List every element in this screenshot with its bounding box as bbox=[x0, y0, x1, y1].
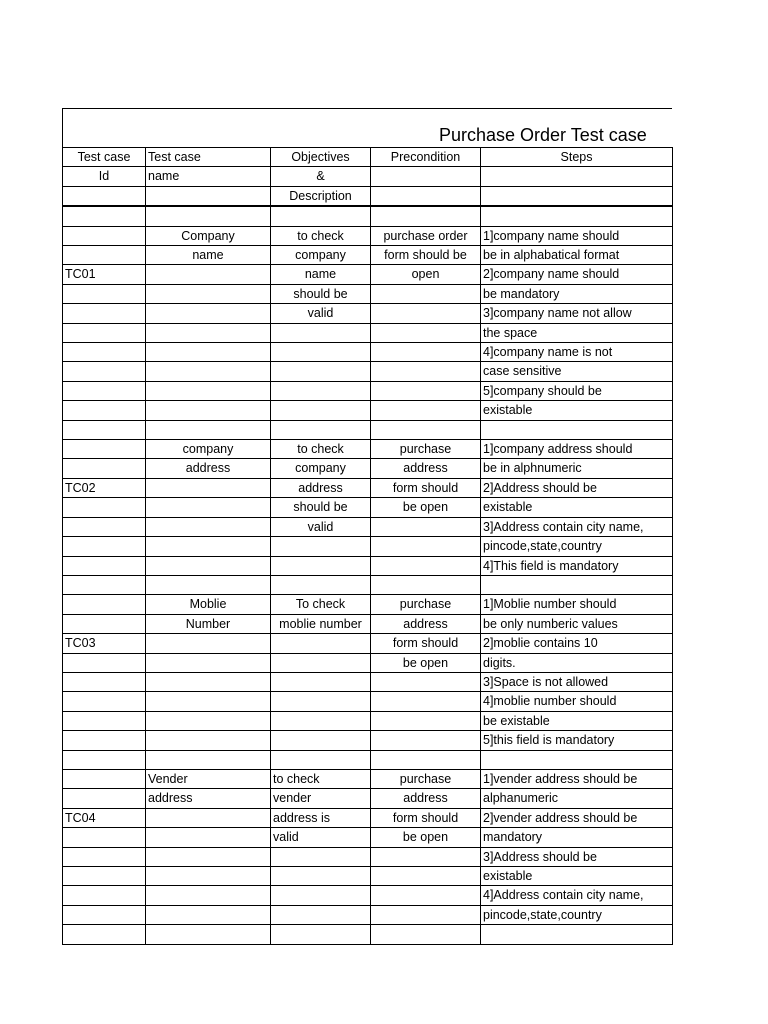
cell-id bbox=[63, 323, 146, 342]
cell-objective: company bbox=[271, 246, 371, 265]
cell-precondition: be open bbox=[371, 828, 481, 847]
table-row bbox=[63, 905, 673, 924]
cell-id bbox=[63, 186, 146, 206]
table-row bbox=[63, 925, 673, 944]
cell-steps: alphanumeric bbox=[481, 789, 673, 808]
cell-objective: to check bbox=[271, 769, 371, 788]
cell-name: Company bbox=[146, 226, 271, 245]
cell-steps: mandatory bbox=[481, 828, 673, 847]
cell-name: company bbox=[146, 440, 271, 459]
cell-name bbox=[146, 634, 271, 653]
cell-name bbox=[146, 381, 271, 400]
table-row bbox=[63, 478, 673, 497]
cell-name bbox=[146, 537, 271, 556]
cell-objective: valid bbox=[271, 828, 371, 847]
cell-precondition: purchase bbox=[371, 440, 481, 459]
cell-objective: to check bbox=[271, 440, 371, 459]
cell-id bbox=[63, 420, 146, 439]
cell-name bbox=[146, 186, 271, 206]
cell-name: address bbox=[146, 789, 271, 808]
cell-steps: the space bbox=[481, 323, 673, 342]
cell-objective: name bbox=[271, 265, 371, 284]
table-row bbox=[63, 808, 673, 827]
cell-objective: address bbox=[271, 478, 371, 497]
cell-precondition bbox=[371, 284, 481, 303]
cell-steps: be mandatory bbox=[481, 284, 673, 303]
table-row bbox=[63, 711, 673, 730]
cell-objective: to check bbox=[271, 226, 371, 245]
cell-name: Moblie bbox=[146, 595, 271, 614]
cell-steps: 2]Address should be bbox=[481, 478, 673, 497]
cell-precondition: form should be bbox=[371, 246, 481, 265]
cell-name bbox=[146, 498, 271, 517]
cell-precondition: address bbox=[371, 459, 481, 478]
cell-precondition: address bbox=[371, 614, 481, 633]
cell-objective: address is bbox=[271, 808, 371, 827]
cell-steps: 3]Address should be bbox=[481, 847, 673, 866]
cell-name bbox=[146, 808, 271, 827]
cell-precondition bbox=[371, 925, 481, 944]
header-row bbox=[63, 167, 673, 186]
cell-id bbox=[63, 246, 146, 265]
cell-id bbox=[63, 711, 146, 730]
cell-precondition bbox=[371, 206, 481, 226]
cell-precondition bbox=[371, 905, 481, 924]
table-row bbox=[63, 537, 673, 556]
cell-name bbox=[146, 517, 271, 536]
cell-id bbox=[63, 537, 146, 556]
spreadsheet bbox=[62, 108, 672, 943]
table-row bbox=[63, 459, 673, 478]
cell-precondition: open bbox=[371, 265, 481, 284]
cell-steps: case sensitive bbox=[481, 362, 673, 381]
cell-precondition bbox=[371, 866, 481, 885]
header-row bbox=[63, 148, 673, 167]
cell-id: Test case bbox=[63, 148, 146, 167]
cell-precondition: form should bbox=[371, 634, 481, 653]
cell-precondition: Precondition bbox=[371, 148, 481, 167]
table-row bbox=[63, 575, 673, 594]
table-row bbox=[63, 634, 673, 653]
cell-objective bbox=[271, 323, 371, 342]
cell-steps: 1]Moblie number should bbox=[481, 595, 673, 614]
cell-steps: existable bbox=[481, 866, 673, 885]
cell-id bbox=[63, 769, 146, 788]
table-row bbox=[63, 847, 673, 866]
cell-precondition bbox=[371, 672, 481, 691]
cell-objective bbox=[271, 750, 371, 769]
cell-precondition bbox=[371, 847, 481, 866]
cell-objective bbox=[271, 653, 371, 672]
table-row bbox=[63, 265, 673, 284]
cell-id bbox=[63, 692, 146, 711]
cell-precondition bbox=[371, 304, 481, 323]
cell-id bbox=[63, 886, 146, 905]
cell-name bbox=[146, 925, 271, 944]
cell-id bbox=[63, 847, 146, 866]
cell-name bbox=[146, 401, 271, 420]
title-row bbox=[62, 108, 672, 147]
table-row bbox=[63, 866, 673, 885]
cell-name bbox=[146, 575, 271, 594]
cell-id bbox=[63, 905, 146, 924]
table-row bbox=[63, 323, 673, 342]
cell-name: address bbox=[146, 459, 271, 478]
cell-id bbox=[63, 304, 146, 323]
cell-steps bbox=[481, 750, 673, 769]
cell-precondition bbox=[371, 343, 481, 362]
cell-name: Test case bbox=[146, 148, 271, 167]
cell-name bbox=[146, 323, 271, 342]
cell-id bbox=[63, 343, 146, 362]
cell-objective bbox=[271, 731, 371, 750]
cell-steps: Steps bbox=[481, 148, 673, 167]
cell-name: Vender bbox=[146, 769, 271, 788]
cell-name bbox=[146, 265, 271, 284]
cell-precondition: address bbox=[371, 789, 481, 808]
cell-id: Id bbox=[63, 167, 146, 186]
cell-id bbox=[63, 206, 146, 226]
table-row bbox=[63, 304, 673, 323]
cell-name: Number bbox=[146, 614, 271, 633]
cell-id bbox=[63, 614, 146, 633]
cell-steps bbox=[481, 420, 673, 439]
cell-objective: should be bbox=[271, 498, 371, 517]
cell-objective bbox=[271, 925, 371, 944]
cell-objective bbox=[271, 420, 371, 439]
cell-objective bbox=[271, 711, 371, 730]
cell-steps: existable bbox=[481, 498, 673, 517]
cell-steps: 2]company name should bbox=[481, 265, 673, 284]
cell-id bbox=[63, 575, 146, 594]
cell-steps bbox=[481, 206, 673, 226]
cell-precondition: form should bbox=[371, 808, 481, 827]
cell-name: name bbox=[146, 167, 271, 186]
cell-name bbox=[146, 556, 271, 575]
cell-id bbox=[63, 595, 146, 614]
cell-steps: be only numberic values bbox=[481, 614, 673, 633]
test-case-table bbox=[62, 147, 673, 945]
cell-objective: To check bbox=[271, 595, 371, 614]
cell-name bbox=[146, 886, 271, 905]
cell-objective bbox=[271, 866, 371, 885]
cell-name bbox=[146, 343, 271, 362]
cell-steps: 4]moblie number should bbox=[481, 692, 673, 711]
cell-steps: 2]moblie contains 10 bbox=[481, 634, 673, 653]
cell-objective bbox=[271, 381, 371, 400]
cell-steps: 4]company name is not bbox=[481, 343, 673, 362]
cell-steps: 3]Space is not allowed bbox=[481, 672, 673, 691]
cell-name bbox=[146, 284, 271, 303]
cell-objective bbox=[271, 672, 371, 691]
cell-steps bbox=[481, 167, 673, 186]
cell-objective bbox=[271, 886, 371, 905]
cell-name bbox=[146, 653, 271, 672]
cell-objective: company bbox=[271, 459, 371, 478]
cell-precondition: be open bbox=[371, 498, 481, 517]
cell-precondition bbox=[371, 886, 481, 905]
cell-objective: valid bbox=[271, 304, 371, 323]
cell-objective bbox=[271, 362, 371, 381]
cell-objective: & bbox=[271, 167, 371, 186]
cell-steps: 5]company should be bbox=[481, 381, 673, 400]
table-row bbox=[63, 556, 673, 575]
cell-steps: be in alphnumeric bbox=[481, 459, 673, 478]
cell-steps: 1]company name should bbox=[481, 226, 673, 245]
cell-precondition: purchase order bbox=[371, 226, 481, 245]
table-row bbox=[63, 498, 673, 517]
cell-id: TC03 bbox=[63, 634, 146, 653]
cell-objective bbox=[271, 575, 371, 594]
table-row bbox=[63, 614, 673, 633]
cell-id bbox=[63, 556, 146, 575]
cell-steps: pincode,state,country bbox=[481, 905, 673, 924]
cell-precondition bbox=[371, 517, 481, 536]
cell-steps bbox=[481, 575, 673, 594]
cell-precondition bbox=[371, 381, 481, 400]
table-row bbox=[63, 672, 673, 691]
cell-objective: should be bbox=[271, 284, 371, 303]
cell-objective: valid bbox=[271, 517, 371, 536]
cell-precondition bbox=[371, 575, 481, 594]
table-row bbox=[63, 420, 673, 439]
table-row bbox=[63, 653, 673, 672]
table-row bbox=[63, 401, 673, 420]
table-row bbox=[63, 343, 673, 362]
cell-objective bbox=[271, 692, 371, 711]
cell-id bbox=[63, 789, 146, 808]
cell-objective bbox=[271, 206, 371, 226]
cell-id: TC04 bbox=[63, 808, 146, 827]
cell-precondition bbox=[371, 401, 481, 420]
cell-precondition bbox=[371, 186, 481, 206]
cell-precondition bbox=[371, 711, 481, 730]
cell-id bbox=[63, 672, 146, 691]
table-row bbox=[63, 692, 673, 711]
cell-precondition bbox=[371, 362, 481, 381]
table-row bbox=[63, 886, 673, 905]
cell-objective bbox=[271, 556, 371, 575]
cell-objective: moblie number bbox=[271, 614, 371, 633]
cell-name bbox=[146, 711, 271, 730]
cell-id bbox=[63, 459, 146, 478]
cell-precondition: form should bbox=[371, 478, 481, 497]
table-row bbox=[63, 226, 673, 245]
cell-steps: 3]Address contain city name, bbox=[481, 517, 673, 536]
cell-precondition bbox=[371, 167, 481, 186]
cell-name bbox=[146, 905, 271, 924]
cell-id bbox=[63, 866, 146, 885]
cell-name bbox=[146, 206, 271, 226]
cell-precondition: purchase bbox=[371, 769, 481, 788]
table-row bbox=[63, 769, 673, 788]
cell-objective bbox=[271, 401, 371, 420]
cell-id: TC01 bbox=[63, 265, 146, 284]
table-row bbox=[63, 789, 673, 808]
cell-id: TC02 bbox=[63, 478, 146, 497]
cell-steps bbox=[481, 186, 673, 206]
cell-steps: 1]company address should bbox=[481, 440, 673, 459]
cell-precondition bbox=[371, 420, 481, 439]
cell-name bbox=[146, 750, 271, 769]
cell-steps: 5]this field is mandatory bbox=[481, 731, 673, 750]
cell-steps: 2]vender address should be bbox=[481, 808, 673, 827]
cell-steps: digits. bbox=[481, 653, 673, 672]
table-row bbox=[63, 440, 673, 459]
cell-objective: vender bbox=[271, 789, 371, 808]
cell-id bbox=[63, 381, 146, 400]
cell-name bbox=[146, 304, 271, 323]
table-row bbox=[63, 284, 673, 303]
cell-steps: 1]vender address should be bbox=[481, 769, 673, 788]
table-row bbox=[63, 731, 673, 750]
cell-id bbox=[63, 653, 146, 672]
cell-name bbox=[146, 828, 271, 847]
table-row bbox=[63, 828, 673, 847]
cell-precondition bbox=[371, 692, 481, 711]
cell-id bbox=[63, 925, 146, 944]
header-row bbox=[63, 186, 673, 206]
cell-steps: 4]This field is mandatory bbox=[481, 556, 673, 575]
cell-id bbox=[63, 517, 146, 536]
cell-name: name bbox=[146, 246, 271, 265]
cell-name bbox=[146, 692, 271, 711]
cell-objective: Description bbox=[271, 186, 371, 206]
cell-id bbox=[63, 226, 146, 245]
cell-id bbox=[63, 498, 146, 517]
cell-id bbox=[63, 284, 146, 303]
cell-precondition bbox=[371, 750, 481, 769]
cell-steps: pincode,state,country bbox=[481, 537, 673, 556]
cell-id bbox=[63, 750, 146, 769]
table-row bbox=[63, 246, 673, 265]
cell-id bbox=[63, 440, 146, 459]
cell-objective bbox=[271, 905, 371, 924]
cell-precondition bbox=[371, 537, 481, 556]
cell-objective bbox=[271, 847, 371, 866]
cell-id bbox=[63, 362, 146, 381]
cell-name bbox=[146, 420, 271, 439]
cell-name bbox=[146, 362, 271, 381]
cell-objective: Objectives bbox=[271, 148, 371, 167]
cell-objective bbox=[271, 634, 371, 653]
table-row bbox=[63, 206, 673, 226]
cell-precondition: purchase bbox=[371, 595, 481, 614]
cell-steps: 4]Address contain city name, bbox=[481, 886, 673, 905]
cell-steps: be in alphabatical format bbox=[481, 246, 673, 265]
cell-objective bbox=[271, 537, 371, 556]
cell-steps: 3]company name not allow bbox=[481, 304, 673, 323]
cell-precondition bbox=[371, 323, 481, 342]
cell-id bbox=[63, 731, 146, 750]
cell-id bbox=[63, 828, 146, 847]
table-row bbox=[63, 381, 673, 400]
cell-precondition: be open bbox=[371, 653, 481, 672]
cell-name bbox=[146, 731, 271, 750]
cell-objective bbox=[271, 343, 371, 362]
cell-precondition bbox=[371, 556, 481, 575]
cell-steps bbox=[481, 925, 673, 944]
cell-name bbox=[146, 672, 271, 691]
cell-id bbox=[63, 401, 146, 420]
cell-name bbox=[146, 866, 271, 885]
document-title: Purchase Order Test case bbox=[439, 125, 647, 145]
cell-name bbox=[146, 847, 271, 866]
table-row bbox=[63, 750, 673, 769]
table-row bbox=[63, 517, 673, 536]
table-row bbox=[63, 595, 673, 614]
cell-steps: be existable bbox=[481, 711, 673, 730]
cell-name bbox=[146, 478, 271, 497]
cell-precondition bbox=[371, 731, 481, 750]
cell-steps: existable bbox=[481, 401, 673, 420]
table-row bbox=[63, 362, 673, 381]
